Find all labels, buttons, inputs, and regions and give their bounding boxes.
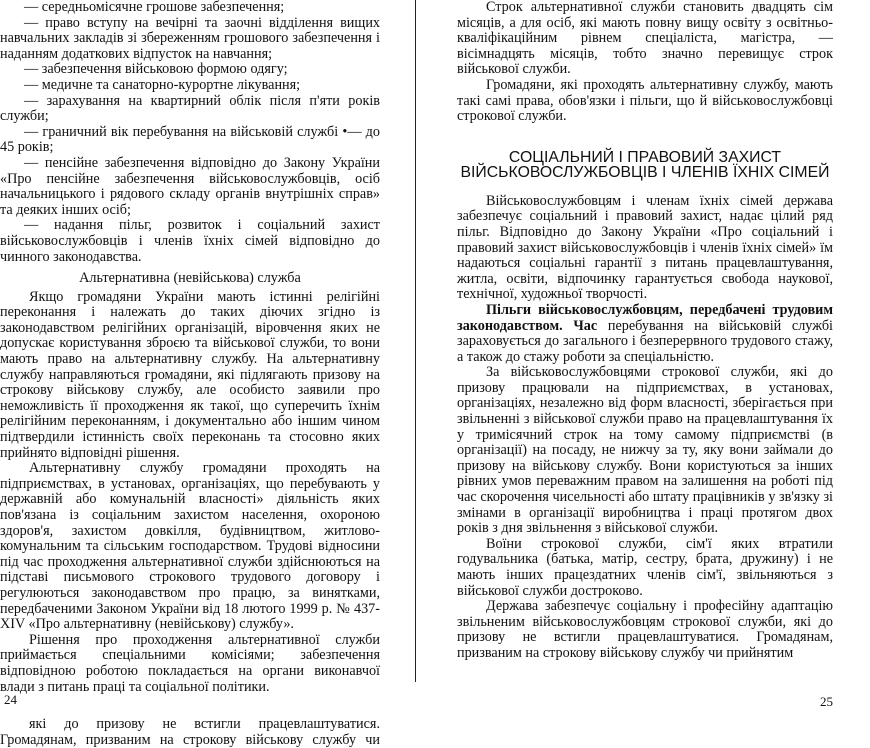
list-item: — надання пільг, розвиток і соціальний захист військовослужбовців і членів їхніх сімей відповідно до чинного законодавства. [0,217,380,265]
paragraph-continuation: які до призову не встигли працевлаштуватися. Громадянам, призваним на строкову військову службу чи [0,716,380,748]
page-divider [415,0,416,682]
paragraph: За військовослужбовцями строкової служби, які до призову працювали на підприємствах, в установах, організаціях, незалежно від форм власності, зберігається при звільненні з військової служби право на працевлаштування їх у тримісячний строк на тому самому підприємстві (в організації) на посаду, не нижчу за ту, яку вони займали до призову на військову службу. Вони користуються за інших рівних умов переважним правом на залишення на роботі під час скорочення чисельності або штату працівників у зв'язку зі змінами в організації виробництва і праці протягом двох років з дня звільнення з військової служби. [457,364,833,537]
list-item: — забезпечення військовою формою одягу; [24,61,288,78]
paragraph: Держава забезпечує соціальну і професійну адаптацію звільненим військовослужбовцям строкової служби, які до призову не встигли працевлаштуватися. Громадянам, призваним на строкову військову службу чи прийнятим [457,598,833,661]
paragraph: Рішення про проходження альтернативної служби приймається спеціальними комісіями; забезпечення відповідною роботою покладається на органи виконавчої влади з питань праці та соціальної політики. [0,631,380,695]
right-page-column [457,0,833,662]
left-page-column [0,0,380,748]
page-number-right: 25 [820,694,833,709]
paragraph: Воїни строкової служби, сім'ї яких втратили годувальника (батька, матір, сестру, брата, дружину) і не мають інших працездатних членів сім'ї, звільняються з військової служби достроково. [457,535,833,599]
paragraph: Строк альтернативної служби становить двадцять сім місяців, а для осіб, які мають повну вищу освіту з освітньо-кваліфікаційним рівнем спеціаліста, магістра, — вісімнадцять місяців, тобто значно перевищує строк військової служби. [457,0,833,78]
section-title: СОЦІАЛЬНИЙ І ПРАВОВИЙ ЗАХИСТ ВІЙСЬКОВОСЛУЖБОВЦІВ І ЧЛЕНІВ ЇХНІХ СІМЕЙ [460,148,830,181]
list-item: — пенсійне забезпечення відповідно до Закону України «Про пенсійне забезпечення військовослужбовців, осіб начальницького і рядового складу органів внутрішніх справ» та деяких інших осіб; [0,154,380,218]
page-number-left: 24 [4,692,17,707]
paragraph-text: перебування на військовій службі зараховується до загального і безперервного трудового стажу, а також до стажу роботи за спеціальністю. [457,317,833,365]
list-item: — медичне та санаторно-курортне лікування; [24,76,301,93]
list-item: — граничний вік перебування на військовій службі •— до 45 років; [0,123,380,156]
subheading-alternative-service: Альтернативна (невійськова) служба [79,270,301,287]
paragraph-benefits [457,303,833,365]
list-item: — середньомісячне грошове забезпечення; [24,0,285,15]
bold-lead: Пільги військовослужбовцям, передбачені трудовим законодавством. Час [457,301,833,334]
paragraph: Громадяни, які проходять альтернативну службу, мають такі самі права, обов'язки і пільги, що й військовослужбовці строкової служби. [457,76,833,125]
paragraph: Альтернативну службу громадяни проходять на підприємствах, в установах, організаціях, що перебувають у державній або комунальній власності» діяльність яких пов'язана із соціальним захистом населення, охороною здоров'я, захистом довкілля, будівництвом, житлово-комунальним та сільським господарством. Трудові відносини під час проходження альтернативної служби здійснюються на підставі письмового строкового трудового договору і регулюються законодавством про працю, за винятками, передбаченими Законом України від 18 лютого 1999 р. № 437-XIV «Про альтернативну (невійськову) службу». [0,460,380,633]
list-item: — зарахування на квартирний облік після п'яти років служби; [0,92,380,125]
paragraph: Якщо громадяни України мають істинні релігійні переконання і належать до таких діючих згідно із законодавством релігійних організацій, віровчення яких не допускає користування зброєю та військової служби, то вони мають право на альтернативну службу. На альтернативну службу направляються громадяни, які підлягають призову на строкову військову службу, але особисто заявили про неможливість її проходження як такої, що суперечить їхнім релігійним переконанням, і документально або іншим чином підтвердили істинність своїх переконань та стосовно яких прийнято відповідні рішення. [0,288,380,461]
list-item: — право вступу на вечірні та заочні відділення вищих навчальних закладів зі збереженням грошового забезпечення і наданням додаткових відпусток на навчання; [0,14,380,62]
paragraph: Військовослужбовцям і членам їхніх сімей держава забезпечує соціальний і правовий захист, надає цілий ряд пільг. Відповідно до Закону України «Про соціальний і правовий захист військовослужбовців і членів їхніх сімей» їм надаються соціальні гарантії з питань працевлаштування, житла, освіти, відпочинку гарантується свобода наукової, технічної, художньої творчості. [457,192,833,303]
